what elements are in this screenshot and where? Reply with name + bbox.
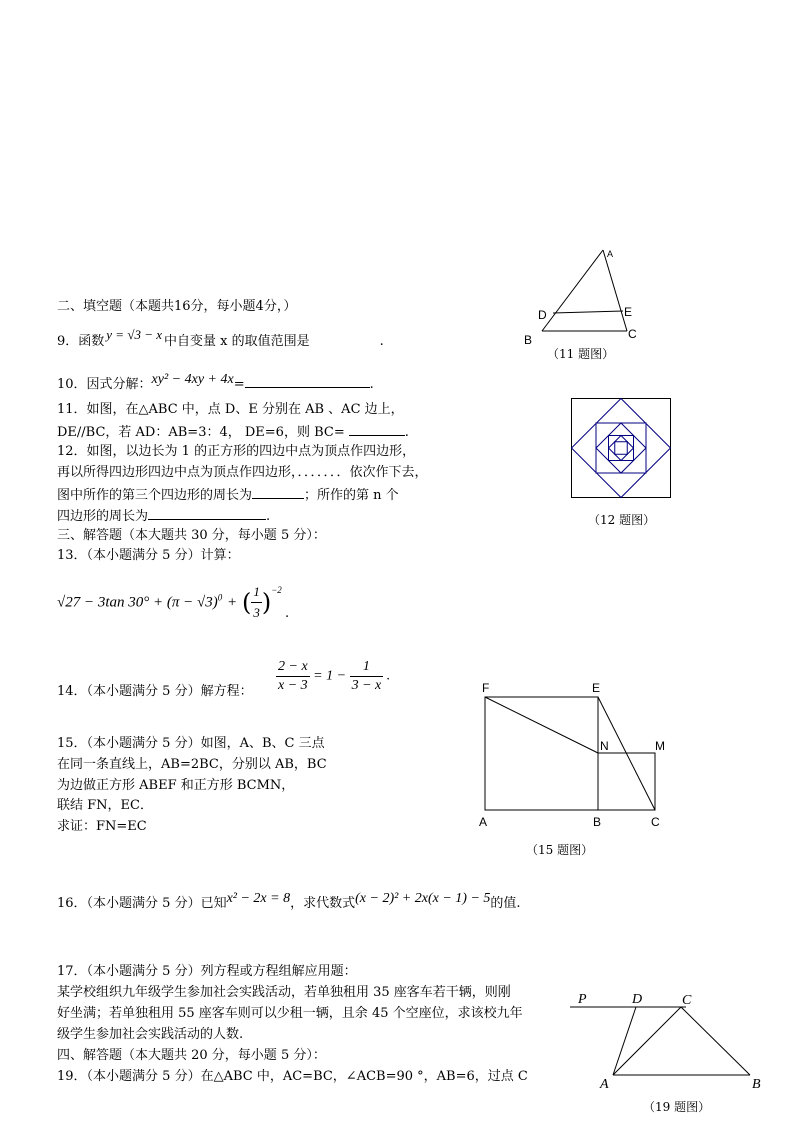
- question-15-line5: 求证：FN=EC: [57, 819, 147, 834]
- fig15-label-e: E: [592, 681, 601, 695]
- fig12-square-1: [572, 399, 671, 498]
- section-2-title: 二、填空题（本题共16分，每小题4分，）: [57, 299, 297, 314]
- q10-equals: =: [233, 377, 245, 392]
- fig19-label-b: B: [752, 1077, 761, 1092]
- q13-expr-main: √27 − 3tan 30° + (π − √3): [57, 594, 218, 611]
- q13-exponent: −2: [271, 584, 282, 595]
- q14-left-den: x − 3: [278, 678, 308, 693]
- fig12-square-2: [572, 399, 671, 498]
- q13-frac-den: 3: [253, 605, 260, 620]
- fig15-square-bcmn: [598, 753, 655, 810]
- q16-suffix: 的值.: [490, 896, 521, 911]
- q11-end: .: [404, 425, 409, 440]
- fig15-label-m: M: [655, 739, 665, 753]
- question-19: 19．（本小题满分 5 分）在△ABC 中，AC=BC，∠ACB=90 °，AB=6，过点 C: [57, 1069, 528, 1084]
- q16-condition: x² − 2x = 8: [226, 891, 291, 906]
- q14-right-den: 3 − x: [351, 678, 382, 693]
- q14-equation: [276, 658, 390, 695]
- figure-15-caption: （15 题图）: [526, 843, 594, 857]
- fig12-square-7: [615, 442, 628, 455]
- question-14: 14．（本小题满分 5 分）解方程：: [57, 684, 253, 699]
- question-12-line3: [57, 486, 399, 504]
- figure-12-nested-squares: [571, 398, 671, 498]
- figure-12-caption: （12 题图）: [588, 513, 656, 527]
- q13-frac-num: 1: [251, 582, 262, 603]
- q10-answer-blank[interactable]: [245, 375, 370, 388]
- q12-text-a: 图中所作的第三个四边形的周长为: [57, 488, 253, 503]
- question-12-line2: 再以所得四边形四边中点为顶点作四边形，．．．．．．．依次作下去，: [57, 465, 428, 480]
- q12-answer-blank-1[interactable]: [252, 486, 304, 499]
- question-11-line2: [57, 423, 409, 441]
- question-15-line4: 联结 FN，EC．: [57, 798, 153, 813]
- fig11-label-a: A: [607, 249, 614, 259]
- fig11-segment-de: [553, 311, 623, 313]
- question-15-line3: 为边做正方形 ABEF 和正方形 BCMN，: [57, 778, 295, 793]
- q10-end: .: [369, 377, 374, 392]
- q11-text: DE//BC，若 AD：AB=3：4， DE=6，则 BC=: [57, 425, 345, 440]
- fig11-label-e: E: [624, 305, 633, 319]
- q9-text: 中自变量 x 的取值范围是: [164, 334, 310, 349]
- figure-19-caption: （19 题图）: [643, 1100, 711, 1114]
- q16-middle: ，求代数式: [290, 896, 356, 911]
- question-17-line2: 某学校组织九年级学生参加社会实践活动，若单独租用 35 座客车若干辆，则刚: [57, 985, 511, 1000]
- fig12-square-5: [609, 436, 634, 461]
- question-17-line4: 级学生参加社会实践活动的人数.: [57, 1027, 244, 1042]
- question-16: [57, 891, 521, 912]
- figure-15-squares: [475, 680, 675, 830]
- fig15-square-abef: [485, 697, 598, 810]
- figure-19-trapezoid: [568, 990, 768, 1090]
- fig11-label-c: C: [628, 327, 637, 341]
- fig12-square-6: [609, 436, 634, 461]
- q14-end: .: [386, 668, 391, 684]
- q14-right-num: 1: [350, 658, 384, 677]
- question-12-line1: 12．如图，以边长为 1 的正方形的四边中点为顶点作四边形，: [57, 444, 416, 459]
- q13-plus: +: [227, 594, 238, 611]
- question-15-line2: 在同一条直线上，AB=2BC，分别以 AB，BC: [57, 757, 327, 772]
- q11-answer-blank[interactable]: [349, 423, 405, 436]
- q9-end: .: [379, 334, 384, 349]
- q9-function: y = √3 − x: [106, 327, 163, 342]
- question-17-line3: 好坐满；若单独租用 55 座客车则可以少租一辆，且余 45 个空座位，求该校九年: [57, 1006, 523, 1021]
- q13-end: .: [285, 606, 290, 621]
- fig15-label-b: B: [593, 815, 602, 829]
- fig15-label-c: C: [651, 815, 660, 829]
- question-11-line1: 11．如图，在△ABC 中，点 D、E 分别在 AB 、AC 边上，: [57, 402, 404, 417]
- q9-prefix: 9．函数: [57, 334, 105, 349]
- q12-end: .: [266, 509, 271, 524]
- fig12-square-3: [596, 423, 646, 473]
- question-12-line4: [57, 507, 270, 525]
- q12-text-b: ；所作的第 n 个: [304, 488, 399, 503]
- fig15-segment-fn: [485, 697, 598, 753]
- fig15-label-f: F: [482, 681, 490, 695]
- fig19-label-d: D: [632, 992, 643, 1007]
- question-17-line1: 17．（本小题满分 5 分）列方程或方程组解应用题：: [57, 964, 357, 979]
- question-9: [57, 327, 384, 350]
- q14-left-num: 2 − x: [276, 658, 310, 677]
- question-13: 13．（本小题满分 5 分）计算：: [57, 548, 240, 563]
- section-3-title: 三、解答题（本大题共 30 分，每小题 5 分）：: [57, 528, 326, 543]
- section-4-title: 四、解答题（本大题共 20 分，每小题 5 分）：: [57, 1048, 326, 1063]
- question-15-line1: 15．（本小题满分 5 分）如图，A、B、C 三点: [57, 736, 325, 751]
- fig19-label-p: P: [578, 992, 587, 1007]
- q10-expression: xy² − 4xy + 4x: [151, 372, 234, 387]
- fig15-label-n: N: [600, 739, 609, 753]
- q12-text-c: 四边形的周长为: [57, 509, 149, 524]
- q13-expression: √27 − 3tan $30^\circ + (\pi - √3)^0$ + ( $\frac{1}{3}$ )$^{-2}$: [57, 582, 282, 623]
- figure-11-triangle: [520, 245, 650, 345]
- fig15-label-a: A: [479, 815, 488, 829]
- figure-11-caption: （11 题图）: [547, 347, 615, 361]
- q10-prefix: 10．因式分解：: [57, 377, 152, 392]
- fig19-side-bc: [681, 1007, 750, 1075]
- fig11-side-ab: [542, 250, 603, 331]
- fig19-label-c: C: [682, 993, 692, 1008]
- q16-expression: (x − 2)² + 2x(x − 1) − 5: [355, 891, 491, 906]
- fig11-label-d: D: [538, 308, 547, 322]
- fig12-square-4: [596, 423, 646, 473]
- fig19-label-a: A: [600, 1077, 609, 1092]
- fig19-side-ad: [613, 1007, 636, 1075]
- question-10: [57, 372, 374, 393]
- q13-exponent-zero: 0: [217, 592, 223, 603]
- fig11-label-b: B: [524, 333, 533, 347]
- q14-middle: = 1 −: [313, 668, 347, 684]
- q12-answer-blank-2[interactable]: [148, 507, 266, 520]
- q16-prefix: 16．（本小题满分 5 分）已知: [57, 896, 227, 911]
- fig19-side-ac: [613, 1007, 681, 1075]
